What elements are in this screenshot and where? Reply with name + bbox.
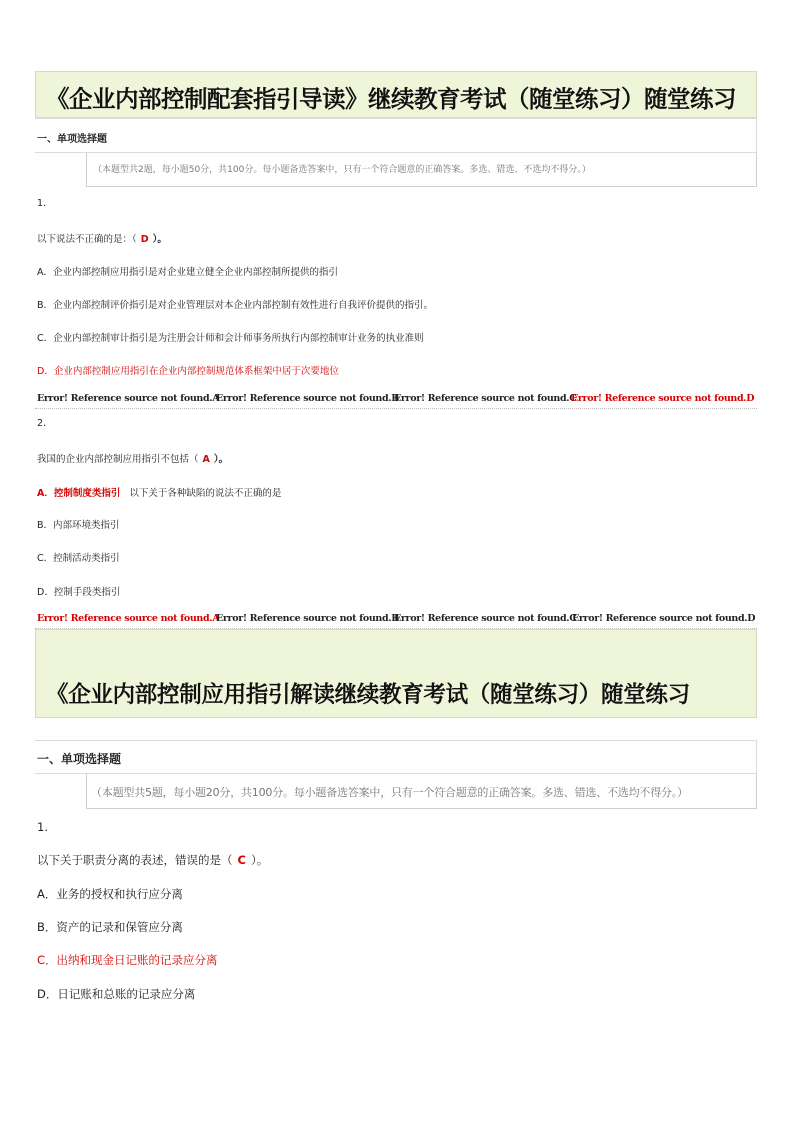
q1-error-row [35,389,757,409]
section1-title-box [35,71,757,118]
q1-error-b: Error! Reference source not found.B [216,393,399,404]
section2-title: 《企业内部控制应用指引解读继续教育考试（随堂练习）随堂练习 [46,682,690,708]
q2-option-d: D．控制手段类指引 [37,587,121,598]
s2-q1-option-c-correct: C．出纳和现金日记账的记录应分离 [37,953,218,967]
q2-number: 2. [37,418,47,429]
s2-q1-option-d: D．日记账和总账的记录应分离 [37,987,196,1001]
s2-q1-option-b: B．资产的记录和保管应分离 [37,920,183,934]
q1-option-c: C．企业内部控制审计指引是为注册会计师和会计师事务所执行内部控制审计业务的执业准则 [37,333,424,344]
q1-stem: 以下说法不正确的是：（ D ）。 [37,234,167,245]
section1-note: （本题型共2题，每小题50分，共100分。每小题备选答案中，只有一个符合题意的正确答案。多选、错选、不选均不得分。） [86,153,757,187]
q2-error-c: Error! Reference source not found.C [394,613,577,624]
section1-heading: 一、单项选择题 [37,134,107,145]
q2-stem: 我国的企业内部控制应用指引不包括（ A ）。 [37,454,229,465]
q2-error-row [35,609,757,629]
q2-option-b: B．内部环境类指引 [37,520,120,531]
q1-error-c: Error! Reference source not found.C [394,393,577,404]
s2-q1-number: 1. [37,820,48,834]
section1-title: 《企业内部控制配套指引导读》继续教育考试（随堂练习）随堂练习 [46,85,736,113]
section2-title-box [35,629,757,718]
q2-option-a-extra: 以下关于各种缺陷的说法不正确的是 [129,488,282,499]
q2-option-c: C．控制活动类指引 [37,553,120,564]
q1-answer: D [140,234,149,245]
q2-option-a-correct: A．控制制度类指引 以下关于各种缺陷的说法不正确的是 [37,488,282,499]
q1-number: 1. [37,198,47,209]
q1-option-d-correct: D．企业内部控制应用指引在企业内部控制规范体系框架中居于次要地位 [37,366,339,377]
q2-answer: A [202,454,210,465]
section1-heading-bar [35,118,757,153]
section2-note: （本题型共5题，每小题20分，共100分。每小题备选答案中，只有一个符合题意的正确答案。多选、错选、不选均不得分。） [86,774,757,809]
q2-error-a: Error! Reference source not found.A [37,613,220,624]
q2-error-b: Error! Reference source not found.B [216,613,399,624]
section2-heading-bar [35,740,757,774]
q1-error-a: Error! Reference source not found.A [37,393,220,404]
q1-error-d: Error! Reference source not found.D [571,393,755,404]
q1-option-b: B．企业内部控制评价指引是对企业管理层对本企业内部控制有效性进行自我评价提供的指引。 [37,300,434,311]
q2-error-d: Error! Reference source not found.D [572,613,756,624]
s2-q1-answer: C [237,853,246,867]
s2-q1-stem: 以下关于职责分离的表述，错误的是（ C ）。 [37,853,269,867]
section2-heading: 一、单项选择题 [37,752,122,766]
q1-option-a: A．企业内部控制应用指引是对企业建立健全企业内部控制所提供的指引 [37,267,338,278]
s2-q1-option-a: A．业务的授权和执行应分离 [37,887,183,901]
